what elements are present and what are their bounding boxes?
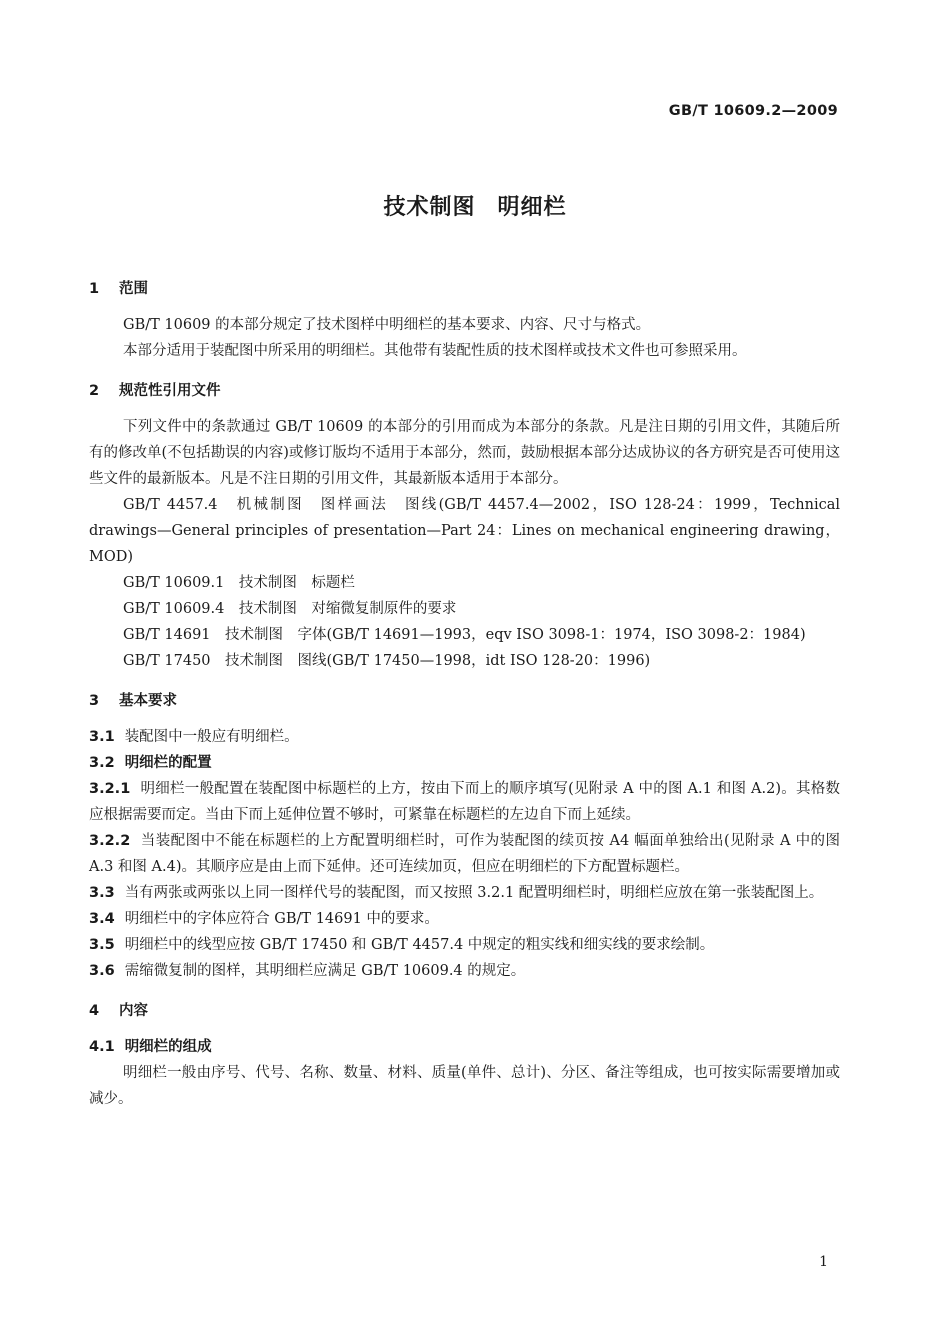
document-title — [0, 190, 950, 221]
section-number: 1 — [89, 281, 100, 297]
paragraph: GB/T 10609 的本部分规定了技术图样中明细栏的基本要求、内容、尺寸与格式。 — [123, 317, 651, 333]
section-heading-content — [89, 998, 840, 1024]
clause — [89, 1034, 840, 1060]
clause-number: 3.2 — [89, 755, 115, 771]
title-part-1: 技术制图 — [383, 195, 476, 220]
clause-text: 需缩微复制的图样，其明细栏应满足 GB/T 10609.4 的规定。 — [124, 963, 526, 979]
reference-item: GB/T 14691 技术制图 字体(GB/T 14691—1993，eqv ISO 3098-1：1974，ISO 3098-2：1984) — [123, 627, 806, 643]
reference-item: GB/T 10609.4 技术制图 对缩微复制原件的要求 — [123, 601, 457, 617]
section-heading-scope — [89, 276, 840, 302]
clause-number: 3.2.2 — [89, 833, 131, 849]
section-title: 范围 — [119, 281, 148, 297]
clause-title: 明细栏的配置 — [124, 755, 212, 771]
clause-number: 3.6 — [89, 963, 115, 979]
clause-number: 4.1 — [89, 1039, 115, 1055]
section-heading-basic-requirements — [89, 688, 840, 714]
clause-number: 3.4 — [89, 911, 115, 927]
section-number: 2 — [89, 383, 100, 399]
reference-item: GB/T 10609.1 技术制图 标题栏 — [123, 575, 355, 591]
clause-text: 当装配图中不能在标题栏的上方配置明细栏时，可作为装配图的续页按 A4 幅面单独给出(见附录 A 中的图 A.3 和图 A.4)。其顺序应是由上而下延伸。还可连续加页，但应在明细栏的下方配置标题栏。 — [89, 833, 840, 875]
paragraph: 明细栏一般由序号、代号、名称、数量、材料、质量(单件、总计)、分区、备注等组成，也可按实际需要增加或减少。 — [89, 1065, 840, 1107]
clause-number: 3.5 — [89, 937, 115, 953]
title-part-2: 明细栏 — [497, 195, 567, 220]
section-number: 3 — [89, 693, 100, 709]
clause — [89, 724, 840, 750]
page-number: 1 — [819, 1254, 828, 1270]
section-title: 内容 — [119, 1003, 148, 1019]
section-title: 基本要求 — [119, 693, 177, 709]
clause-number: 3.1 — [89, 729, 115, 745]
clause-number: 3.2.1 — [89, 781, 131, 797]
clause — [89, 880, 840, 906]
standard-code: GB/T 10609.2—2009 — [668, 103, 838, 119]
paragraph: 下列文件中的条款通过 GB/T 10609 的本部分的引用而成为本部分的条款。凡是注日期的引用文件，其随后所有的修改单(不包括勘误的内容)或修订版均不适用于本部分，然而，鼓励根据本部分达成协议的各方研究是否可使用这些文件的最新版本。凡是不注日期的引用文件，其最新版本适用于本部分。 — [89, 419, 840, 487]
reference-item: GB/T 4457.4 机械制图 图样画法 图线(GB/T 4457.4—2002，ISO 128-24：1999，Technical drawings—General principles of presentation—Part 24：Lines on mechanical engineering drawing，MOD) — [89, 497, 840, 565]
clause-number: 3.3 — [89, 885, 115, 901]
clause — [89, 750, 840, 776]
reference-item: GB/T 17450 技术制图 图线(GB/T 17450—1998，idt ISO 128-20：1996) — [123, 653, 651, 669]
section-title: 规范性引用文件 — [119, 383, 221, 399]
clause-text: 装配图中一般应有明细栏。 — [124, 729, 299, 745]
section-heading-normative-references — [89, 378, 840, 404]
clause-text: 明细栏一般配置在装配图中标题栏的上方，按由下而上的顺序填写(见附录 A 中的图 A.1 和图 A.2)。其格数应根据需要而定。当由下而上延伸位置不够时，可紧靠在标题栏的左边自下而上延续。 — [89, 781, 840, 823]
clause-text: 明细栏中的字体应符合 GB/T 14691 中的要求。 — [124, 911, 439, 927]
document-body — [89, 276, 840, 1112]
clause-text: 当有两张或两张以上同一图样代号的装配图，而又按照 3.2.1 配置明细栏时，明细栏应放在第一张装配图上。 — [124, 885, 824, 901]
paragraph: 本部分适用于装配图中所采用的明细栏。其他带有装配性质的技术图样或技术文件也可参照采用。 — [123, 343, 747, 359]
clause-text: 明细栏中的线型应按 GB/T 17450 和 GB/T 4457.4 中规定的粗实线和细实线的要求绘制。 — [124, 937, 715, 953]
clause — [89, 906, 840, 932]
clause — [89, 776, 840, 828]
clause — [89, 958, 840, 984]
clause — [89, 828, 840, 880]
clause-title: 明细栏的组成 — [124, 1039, 212, 1055]
section-number: 4 — [89, 1003, 100, 1019]
clause — [89, 932, 840, 958]
